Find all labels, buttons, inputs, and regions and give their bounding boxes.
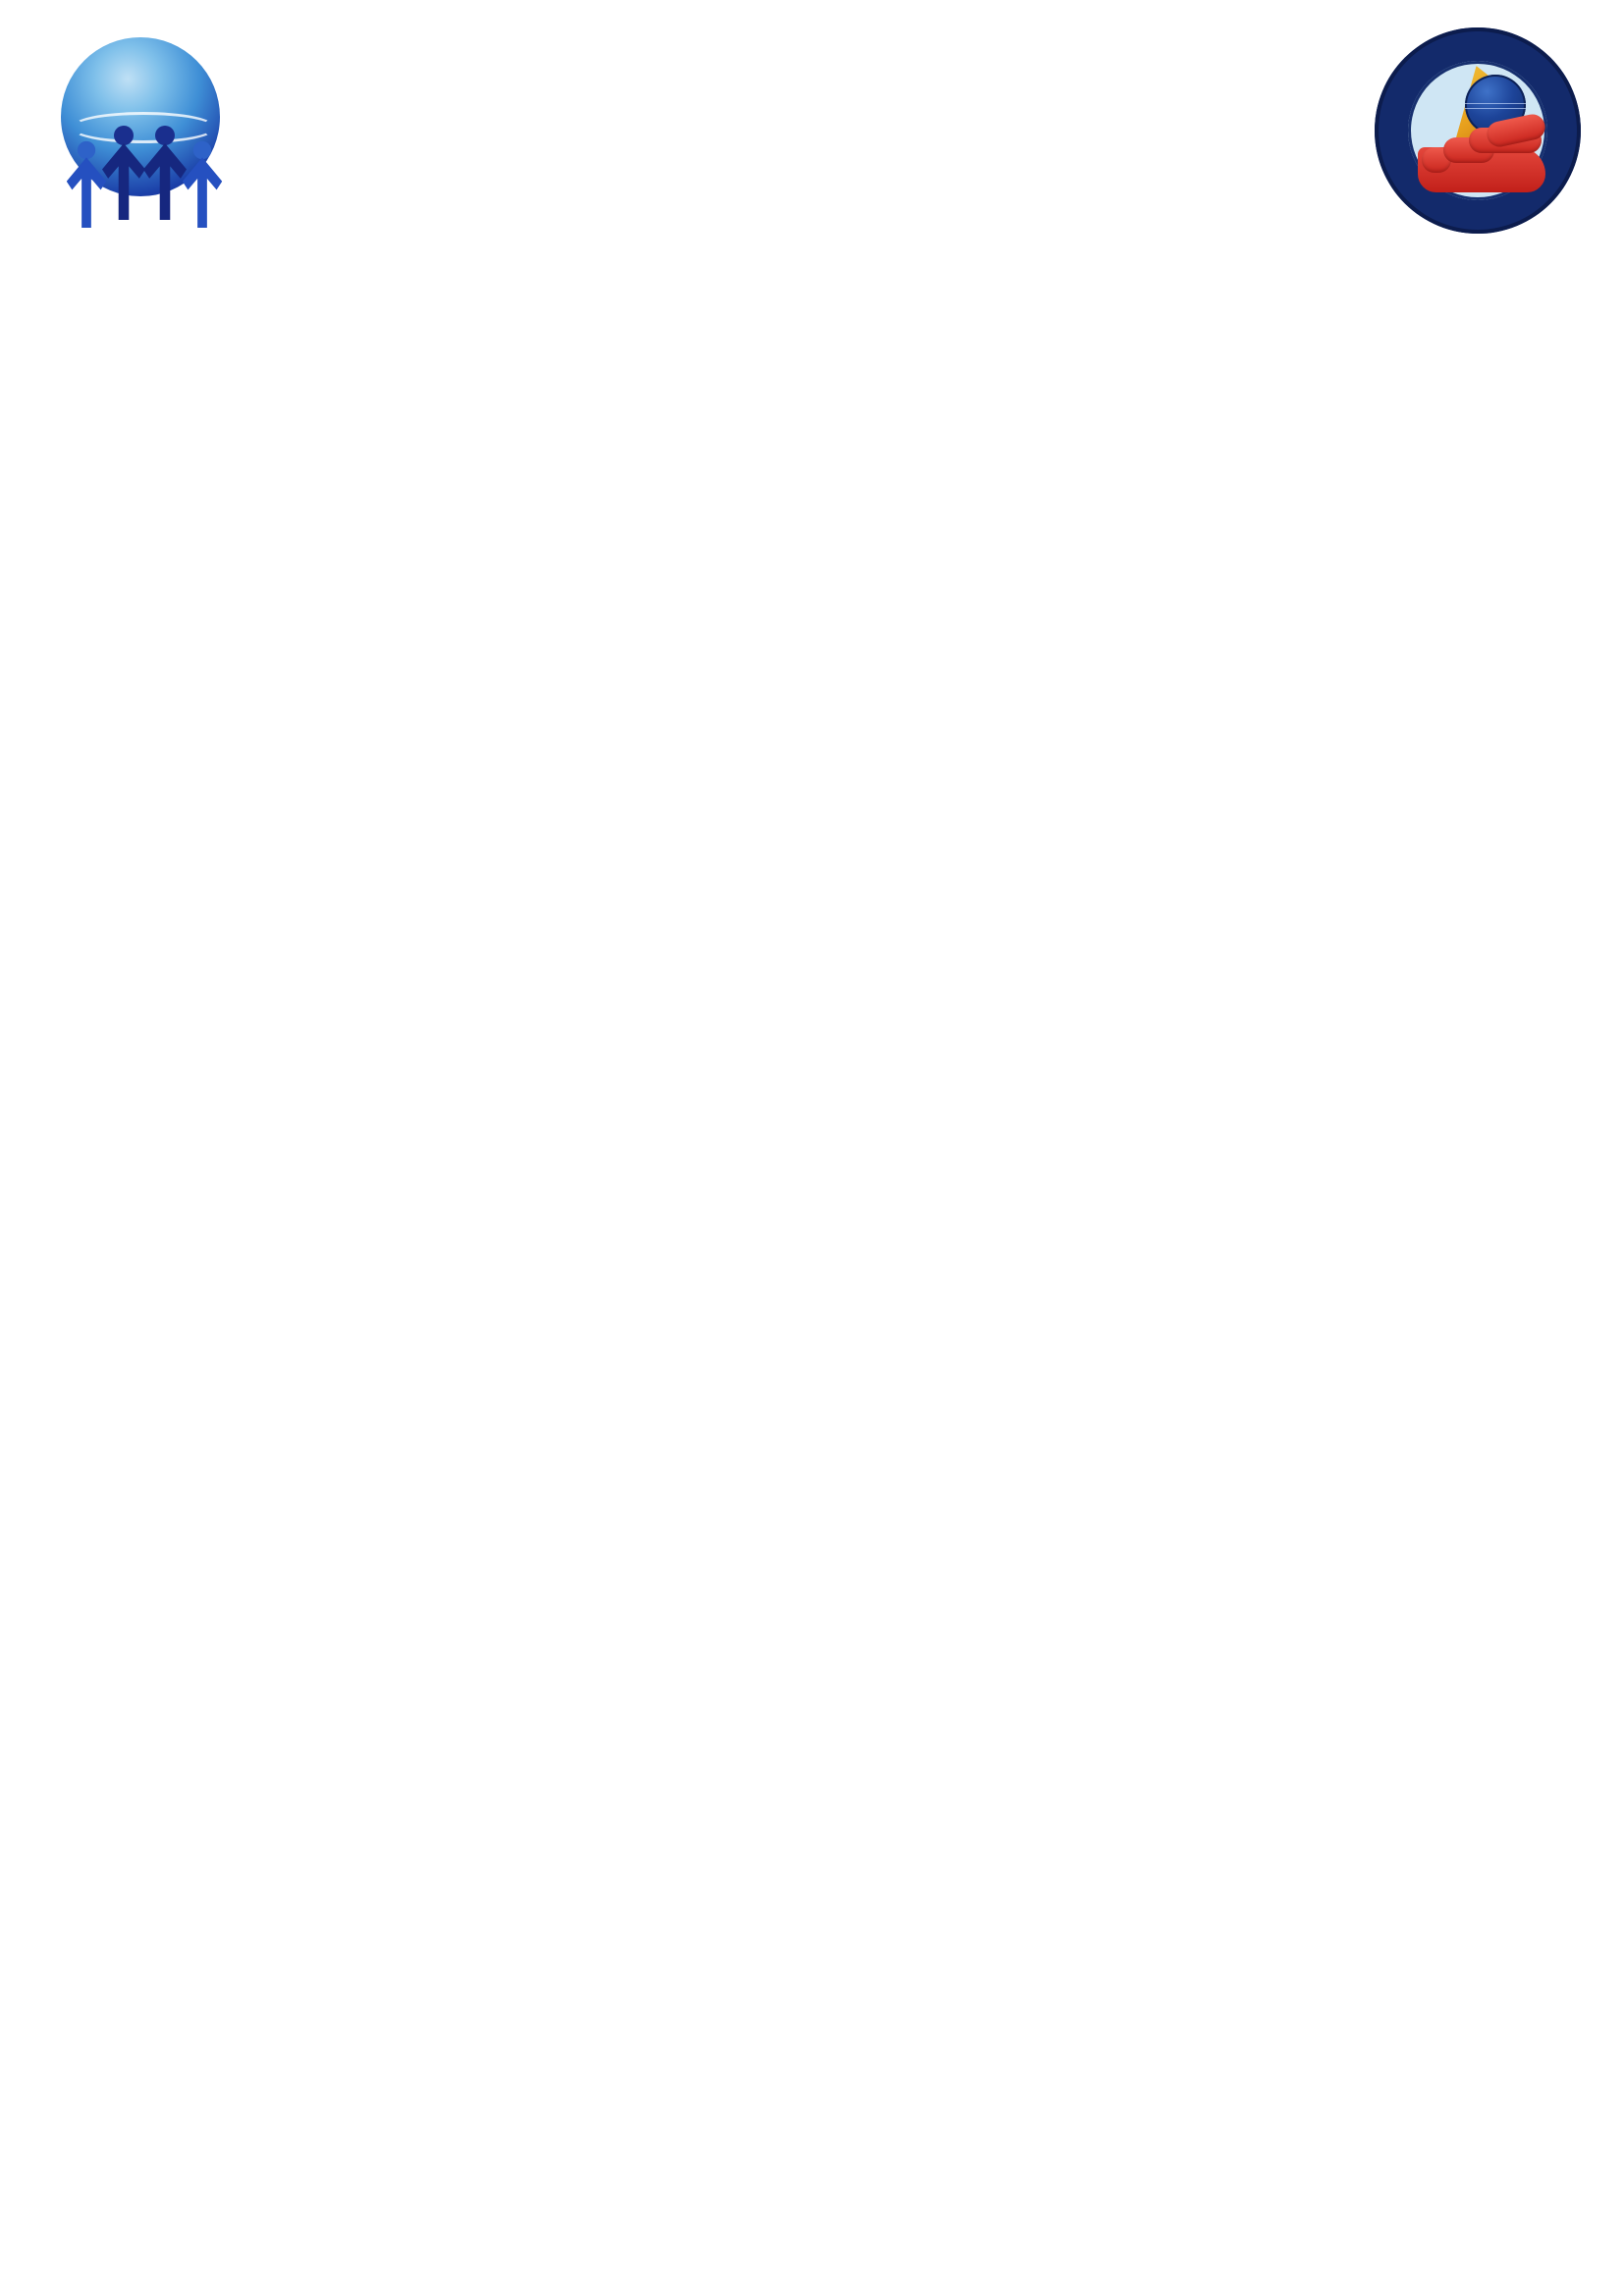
person-icon bbox=[102, 126, 145, 220]
hand-icon bbox=[1418, 118, 1545, 192]
birlesik-kamu-is-logo bbox=[1375, 27, 1581, 236]
people-icon-group bbox=[57, 122, 224, 240]
buro-is-logo bbox=[47, 31, 234, 255]
person-icon bbox=[183, 141, 222, 228]
person-icon bbox=[143, 126, 187, 220]
document-header bbox=[0, 0, 1624, 294]
person-icon bbox=[67, 141, 106, 228]
document-body bbox=[187, 306, 1443, 550]
